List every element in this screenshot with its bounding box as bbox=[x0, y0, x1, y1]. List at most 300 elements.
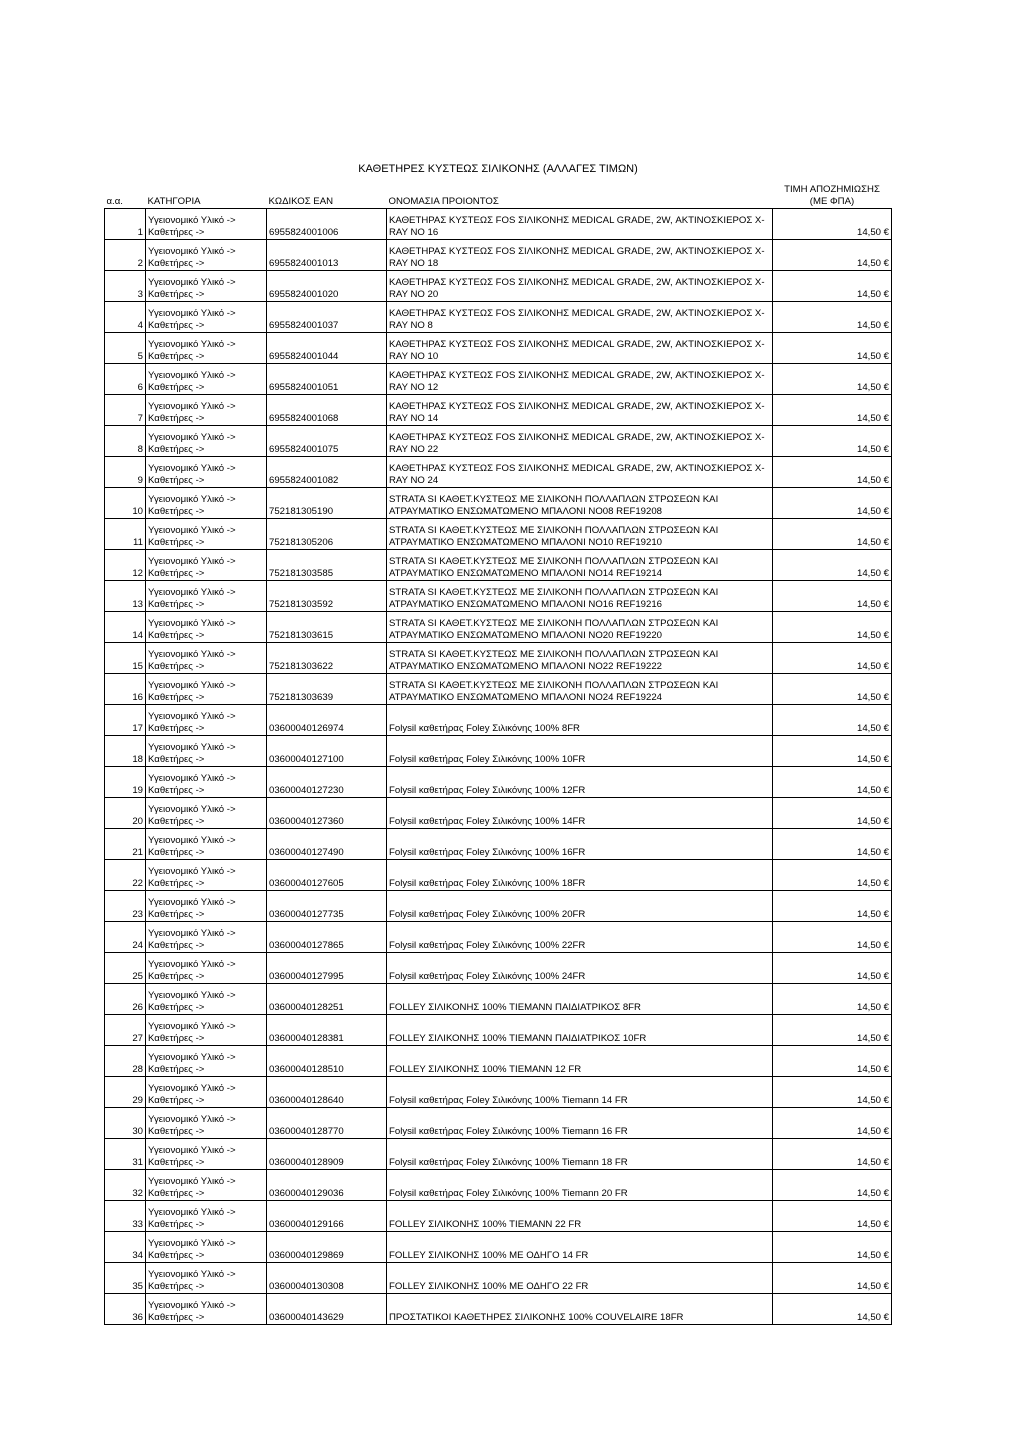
row-category-line2: Καθετήρες -> bbox=[148, 382, 205, 393]
row-ean: 03600040127230 bbox=[267, 767, 387, 798]
row-product-name bbox=[387, 333, 773, 364]
row-number: 1 bbox=[105, 209, 146, 240]
row-ean: 752181305206 bbox=[267, 519, 387, 550]
table-row bbox=[105, 395, 892, 426]
row-category-line2: Καθετήρες -> bbox=[148, 320, 205, 331]
row-product-name-line1: STRATA SI ΚΑΘΕΤ.ΚΥΣΤΕΩΣ ΜΕ ΣΙΛΙΚΟΝΗ ΠΟΛΛΑΠΛΩΝ ΣΤΡΩΣΕΩΝ ΚΑΙ bbox=[389, 556, 719, 567]
row-product-name bbox=[387, 271, 773, 302]
row-number: 2 bbox=[105, 240, 146, 271]
row-ean: 6955824001075 bbox=[267, 426, 387, 457]
row-category-line2: Καθετήρες -> bbox=[148, 1281, 205, 1292]
row-number: 31 bbox=[105, 1139, 146, 1170]
row-category-line2: Καθετήρες -> bbox=[148, 1126, 205, 1137]
row-category-line1: Υγειονομικό Υλικό -> bbox=[148, 866, 236, 877]
row-category-line1: Υγειονομικό Υλικό -> bbox=[148, 308, 236, 319]
row-product-name-line2: FOLLEY ΣΙΛΙΚΟΝΗΣ 100% ΜΕ ΟΔΗΓΟ 14 FR bbox=[389, 1250, 589, 1261]
row-price: 14,50 € bbox=[773, 581, 892, 612]
table-body bbox=[105, 209, 892, 1325]
row-category-line1: Υγειονομικό Υλικό -> bbox=[148, 339, 236, 350]
row-category-line2: Καθετήρες -> bbox=[148, 878, 205, 889]
table-row bbox=[105, 1294, 892, 1325]
row-number: 24 bbox=[105, 922, 146, 953]
row-category-line1: Υγειονομικό Υλικό -> bbox=[148, 711, 236, 722]
row-category-line2: Καθετήρες -> bbox=[148, 444, 205, 455]
table-row bbox=[105, 581, 892, 612]
row-price: 14,50 € bbox=[773, 705, 892, 736]
table-row bbox=[105, 1201, 892, 1232]
row-product-name-line2: Folysil καθετήρας Foley Σιλικόνης 100% 12FR bbox=[389, 785, 586, 796]
table-row bbox=[105, 271, 892, 302]
row-product-name bbox=[387, 643, 773, 674]
row-category-line2: Καθετήρες -> bbox=[148, 940, 205, 951]
row-product-name bbox=[387, 1232, 773, 1263]
row-price: 14,50 € bbox=[773, 457, 892, 488]
row-number: 23 bbox=[105, 891, 146, 922]
row-product-name-line1: ΚΑΘΕΤΗΡΑΣ ΚΥΣΤΕΩΣ FOS ΣΙΛΙΚΟΝΗΣ MEDICAL GRADE, 2W, ΑΚΤΙΝΟΣΚΙΕΡΟΣ X- bbox=[389, 401, 765, 412]
table-row bbox=[105, 1170, 892, 1201]
row-product-name-line2: ΑΤΡΑΥΜΑΤΙΚΟ ΕΝΣΩΜΑΤΩΜΕΝΟ ΜΠΑΛΟΝΙ ΝΟ24 REF19224 bbox=[389, 692, 663, 703]
row-ean: 752181303622 bbox=[267, 643, 387, 674]
row-price: 14,50 € bbox=[773, 209, 892, 240]
row-product-name bbox=[387, 922, 773, 953]
row-category-line1: Υγειονομικό Υλικό -> bbox=[148, 1300, 236, 1311]
row-category bbox=[146, 1046, 267, 1077]
row-category bbox=[146, 1201, 267, 1232]
row-category-line2: Καθετήρες -> bbox=[148, 227, 205, 238]
row-category bbox=[146, 364, 267, 395]
row-ean: 752181305190 bbox=[267, 488, 387, 519]
row-ean: 03600040129869 bbox=[267, 1232, 387, 1263]
table-row bbox=[105, 1046, 892, 1077]
row-category bbox=[146, 426, 267, 457]
row-category-line1: Υγειονομικό Υλικό -> bbox=[148, 1021, 236, 1032]
row-number: 29 bbox=[105, 1077, 146, 1108]
table-row bbox=[105, 736, 892, 767]
row-category-line1: Υγειονομικό Υλικό -> bbox=[148, 649, 236, 660]
row-category bbox=[146, 736, 267, 767]
row-category bbox=[146, 209, 267, 240]
row-category-line1: Υγειονομικό Υλικό -> bbox=[148, 1052, 236, 1063]
row-number: 12 bbox=[105, 550, 146, 581]
row-category-line2: Καθετήρες -> bbox=[148, 1157, 205, 1168]
row-product-name-line2: RAY NO 10 bbox=[389, 351, 439, 362]
row-price: 14,50 € bbox=[773, 426, 892, 457]
row-category-line2: Καθετήρες -> bbox=[148, 1002, 205, 1013]
row-product-name-line1: ΚΑΘΕΤΗΡΑΣ ΚΥΣΤΕΩΣ FOS ΣΙΛΙΚΟΝΗΣ MEDICAL GRADE, 2W, ΑΚΤΙΝΟΣΚΙΕΡΟΣ X- bbox=[389, 277, 765, 288]
header-price-line1: ΤΙΜΗ ΑΠΟΖΗΜΙΩΣΗΣ bbox=[784, 184, 880, 195]
row-category bbox=[146, 984, 267, 1015]
row-price: 14,50 € bbox=[773, 1077, 892, 1108]
row-number: 14 bbox=[105, 612, 146, 643]
table-row bbox=[105, 364, 892, 395]
row-number: 28 bbox=[105, 1046, 146, 1077]
row-category-line2: Καθετήρες -> bbox=[148, 971, 205, 982]
table-row bbox=[105, 922, 892, 953]
row-category-line2: Καθετήρες -> bbox=[148, 723, 205, 734]
row-product-name-line1: ΚΑΘΕΤΗΡΑΣ ΚΥΣΤΕΩΣ FOS ΣΙΛΙΚΟΝΗΣ MEDICAL GRADE, 2W, ΑΚΤΙΝΟΣΚΙΕΡΟΣ X- bbox=[389, 432, 765, 443]
row-product-name-line2: ΑΤΡΑΥΜΑΤΙΚΟ ΕΝΣΩΜΑΤΩΜΕΝΟ ΜΠΑΛΟΝΙ ΝΟ16 REF19216 bbox=[389, 599, 663, 610]
row-category-line2: Καθετήρες -> bbox=[148, 599, 205, 610]
row-product-name-line2: ΑΤΡΑΥΜΑΤΙΚΟ ΕΝΣΩΜΑΤΩΜΕΝΟ ΜΠΑΛΟΝΙ ΝΟ20 REF19220 bbox=[389, 630, 663, 641]
row-product-name bbox=[387, 209, 773, 240]
row-product-name bbox=[387, 1294, 773, 1325]
row-category-line2: Καθετήρες -> bbox=[148, 537, 205, 548]
row-price: 14,50 € bbox=[773, 829, 892, 860]
row-number: 19 bbox=[105, 767, 146, 798]
table-row bbox=[105, 1077, 892, 1108]
row-product-name-line2: RAY NO 14 bbox=[389, 413, 439, 424]
row-category bbox=[146, 891, 267, 922]
row-price: 14,50 € bbox=[773, 767, 892, 798]
row-ean: 03600040127995 bbox=[267, 953, 387, 984]
row-ean: 6955824001013 bbox=[267, 240, 387, 271]
row-number: 35 bbox=[105, 1263, 146, 1294]
row-category-line1: Υγειονομικό Υλικό -> bbox=[148, 432, 236, 443]
row-price: 14,50 € bbox=[773, 1263, 892, 1294]
row-product-name-line2: Folysil καθετήρας Foley Σιλικόνης 100% Tiemann 20 FR bbox=[389, 1188, 628, 1199]
row-product-name bbox=[387, 550, 773, 581]
row-product-name bbox=[387, 736, 773, 767]
header-row bbox=[105, 177, 892, 209]
row-category-line1: Υγειονομικό Υλικό -> bbox=[148, 587, 236, 598]
row-ean: 6955824001006 bbox=[267, 209, 387, 240]
row-product-name-line2: Folysil καθετήρας Foley Σιλικόνης 100% 20FR bbox=[389, 909, 586, 920]
row-number: 34 bbox=[105, 1232, 146, 1263]
row-product-name-line2: ΑΤΡΑΥΜΑΤΙΚΟ ΕΝΣΩΜΑΤΩΜΕΝΟ ΜΠΑΛΟΝΙ ΝΟ10 REF19210 bbox=[389, 537, 663, 548]
table-row bbox=[105, 550, 892, 581]
row-category bbox=[146, 674, 267, 705]
row-category-line2: Καθετήρες -> bbox=[148, 692, 205, 703]
row-category-line1: Υγειονομικό Υλικό -> bbox=[148, 1176, 236, 1187]
row-category bbox=[146, 1108, 267, 1139]
table-row bbox=[105, 1232, 892, 1263]
row-product-name bbox=[387, 1046, 773, 1077]
row-price: 14,50 € bbox=[773, 1015, 892, 1046]
row-ean: 03600040127865 bbox=[267, 922, 387, 953]
row-product-name bbox=[387, 581, 773, 612]
row-category-line2: Καθετήρες -> bbox=[148, 506, 205, 517]
row-price: 14,50 € bbox=[773, 519, 892, 550]
row-ean: 03600040128381 bbox=[267, 1015, 387, 1046]
row-category bbox=[146, 953, 267, 984]
table-row bbox=[105, 209, 892, 240]
row-ean: 03600040129036 bbox=[267, 1170, 387, 1201]
row-category-line1: Υγειονομικό Υλικό -> bbox=[148, 680, 236, 691]
row-number: 26 bbox=[105, 984, 146, 1015]
row-price: 14,50 € bbox=[773, 550, 892, 581]
row-number: 4 bbox=[105, 302, 146, 333]
row-category-line1: Υγειονομικό Υλικό -> bbox=[148, 1238, 236, 1249]
row-ean: 03600040127605 bbox=[267, 860, 387, 891]
row-product-name-line2: FOLLEY ΣΙΛΙΚΟΝΗΣ 100% TIEMANN 22 FR bbox=[389, 1219, 582, 1230]
row-price: 14,50 € bbox=[773, 643, 892, 674]
row-number: 17 bbox=[105, 705, 146, 736]
row-product-name bbox=[387, 426, 773, 457]
row-product-name-line2: RAY NO 18 bbox=[389, 258, 439, 269]
row-product-name-line2: Folysil καθετήρας Foley Σιλικόνης 100% 18FR bbox=[389, 878, 586, 889]
row-category bbox=[146, 1294, 267, 1325]
row-category-line1: Υγειονομικό Υλικό -> bbox=[148, 1269, 236, 1280]
header-ean: ΚΩΔΙΚΟΣ EAN bbox=[267, 177, 387, 209]
row-category bbox=[146, 395, 267, 426]
row-category-line2: Καθετήρες -> bbox=[148, 1219, 205, 1230]
row-number: 13 bbox=[105, 581, 146, 612]
table-row bbox=[105, 240, 892, 271]
row-price: 14,50 € bbox=[773, 333, 892, 364]
row-category-line1: Υγειονομικό Υλικό -> bbox=[148, 835, 236, 846]
row-number: 36 bbox=[105, 1294, 146, 1325]
row-ean: 752181303639 bbox=[267, 674, 387, 705]
row-product-name bbox=[387, 984, 773, 1015]
row-price: 14,50 € bbox=[773, 922, 892, 953]
row-number: 22 bbox=[105, 860, 146, 891]
row-product-name-line1: ΚΑΘΕΤΗΡΑΣ ΚΥΣΤΕΩΣ FOS ΣΙΛΙΚΟΝΗΣ MEDICAL GRADE, 2W, ΑΚΤΙΝΟΣΚΙΕΡΟΣ X- bbox=[389, 308, 765, 319]
row-number: 20 bbox=[105, 798, 146, 829]
row-ean: 03600040126974 bbox=[267, 705, 387, 736]
row-product-name-line2: RAY NO 8 bbox=[389, 320, 433, 331]
row-category-line1: Υγειονομικό Υλικό -> bbox=[148, 990, 236, 1001]
row-ean: 6955824001020 bbox=[267, 271, 387, 302]
row-product-name bbox=[387, 519, 773, 550]
row-number: 8 bbox=[105, 426, 146, 457]
row-price: 14,50 € bbox=[773, 953, 892, 984]
row-product-name bbox=[387, 798, 773, 829]
row-product-name bbox=[387, 1170, 773, 1201]
row-category-line1: Υγειονομικό Υλικό -> bbox=[148, 742, 236, 753]
row-product-name bbox=[387, 767, 773, 798]
row-ean: 03600040128510 bbox=[267, 1046, 387, 1077]
row-category bbox=[146, 1170, 267, 1201]
row-category-line2: Καθετήρες -> bbox=[148, 475, 205, 486]
row-product-name-line2: FOLLEY ΣΙΛΙΚΟΝΗΣ 100% TIEMANN 12 FR bbox=[389, 1064, 582, 1075]
table-row bbox=[105, 984, 892, 1015]
row-category bbox=[146, 457, 267, 488]
row-category-line2: Καθετήρες -> bbox=[148, 1312, 205, 1323]
row-ean: 03600040127360 bbox=[267, 798, 387, 829]
row-price: 14,50 € bbox=[773, 1294, 892, 1325]
row-ean: 6955824001037 bbox=[267, 302, 387, 333]
row-price: 14,50 € bbox=[773, 1108, 892, 1139]
row-category-line2: Καθετήρες -> bbox=[148, 754, 205, 765]
row-price: 14,50 € bbox=[773, 798, 892, 829]
row-number: 5 bbox=[105, 333, 146, 364]
row-price: 14,50 € bbox=[773, 674, 892, 705]
table-row bbox=[105, 333, 892, 364]
row-product-name-line2: FOLLEY ΣΙΛΙΚΟΝΗΣ 100% TIEMANN ΠΑΙΔΙΑΤΡΙΚΟΣ 10FR bbox=[389, 1033, 647, 1044]
header-price-line2: (ΜΕ ΦΠΑ) bbox=[809, 196, 855, 207]
row-product-name-line1: STRATA SI ΚΑΘΕΤ.ΚΥΣΤΕΩΣ ΜΕ ΣΙΛΙΚΟΝΗ ΠΟΛΛΑΠΛΩΝ ΣΤΡΩΣΕΩΝ ΚΑΙ bbox=[389, 525, 719, 536]
row-product-name-line2: Folysil καθετήρας Foley Σιλικόνης 100% 14FR bbox=[389, 816, 586, 827]
row-product-name bbox=[387, 705, 773, 736]
row-category bbox=[146, 271, 267, 302]
row-product-name bbox=[387, 488, 773, 519]
row-category bbox=[146, 333, 267, 364]
row-category bbox=[146, 550, 267, 581]
row-category bbox=[146, 705, 267, 736]
row-category bbox=[146, 519, 267, 550]
row-category-line1: Υγειονομικό Υλικό -> bbox=[148, 959, 236, 970]
sheet-title: ΚΑΘΕΤΗΡΕΣ ΚΥΣΤΕΩΣ ΣΙΛΙΚΟΝΗΣ (ΑΛΛΑΓΕΣ ΤΙΜΩΝ) bbox=[358, 163, 638, 175]
row-ean: 752181303592 bbox=[267, 581, 387, 612]
header-num: α.α. bbox=[105, 177, 146, 209]
row-ean: 03600040127100 bbox=[267, 736, 387, 767]
row-product-name-line2: ΑΤΡΑΥΜΑΤΙΚΟ ΕΝΣΩΜΑΤΩΜΕΝΟ ΜΠΑΛΟΝΙ ΝΟ08 REF19208 bbox=[389, 506, 663, 517]
row-product-name-line2: Folysil καθετήρας Foley Σιλικόνης 100% 8FR bbox=[389, 723, 580, 734]
row-category bbox=[146, 1263, 267, 1294]
row-price: 14,50 € bbox=[773, 1170, 892, 1201]
table-row bbox=[105, 426, 892, 457]
row-price: 14,50 € bbox=[773, 891, 892, 922]
row-category bbox=[146, 302, 267, 333]
row-product-name-line1: ΚΑΘΕΤΗΡΑΣ ΚΥΣΤΕΩΣ FOS ΣΙΛΙΚΟΝΗΣ MEDICAL GRADE, 2W, ΑΚΤΙΝΟΣΚΙΕΡΟΣ X- bbox=[389, 215, 765, 226]
row-price: 14,50 € bbox=[773, 488, 892, 519]
table-row bbox=[105, 953, 892, 984]
table-row bbox=[105, 488, 892, 519]
row-number: 10 bbox=[105, 488, 146, 519]
row-product-name-line2: ΑΤΡΑΥΜΑΤΙΚΟ ΕΝΣΩΜΑΤΩΜΕΝΟ ΜΠΑΛΟΝΙ ΝΟ14 REF19214 bbox=[389, 568, 663, 579]
row-number: 33 bbox=[105, 1201, 146, 1232]
row-ean: 03600040130308 bbox=[267, 1263, 387, 1294]
row-category bbox=[146, 581, 267, 612]
row-category bbox=[146, 643, 267, 674]
row-number: 18 bbox=[105, 736, 146, 767]
row-price: 14,50 € bbox=[773, 240, 892, 271]
row-category bbox=[146, 488, 267, 519]
row-product-name-line2: RAY NO 12 bbox=[389, 382, 439, 393]
table-row bbox=[105, 457, 892, 488]
row-category-line2: Καθετήρες -> bbox=[148, 785, 205, 796]
table-row bbox=[105, 860, 892, 891]
row-category-line2: Καθετήρες -> bbox=[148, 1095, 205, 1106]
table-row bbox=[105, 612, 892, 643]
row-product-name bbox=[387, 1077, 773, 1108]
row-category-line2: Καθετήρες -> bbox=[148, 1064, 205, 1075]
row-category-line2: Καθετήρες -> bbox=[148, 258, 205, 269]
row-category-line2: Καθετήρες -> bbox=[148, 661, 205, 672]
row-price: 14,50 € bbox=[773, 612, 892, 643]
row-category-line2: Καθετήρες -> bbox=[148, 816, 205, 827]
table-row bbox=[105, 891, 892, 922]
row-product-name-line1: ΚΑΘΕΤΗΡΑΣ ΚΥΣΤΕΩΣ FOS ΣΙΛΙΚΟΝΗΣ MEDICAL GRADE, 2W, ΑΚΤΙΝΟΣΚΙΕΡΟΣ X- bbox=[389, 463, 765, 474]
table-row bbox=[105, 1139, 892, 1170]
row-price: 14,50 € bbox=[773, 860, 892, 891]
row-price: 14,50 € bbox=[773, 1201, 892, 1232]
row-category bbox=[146, 1232, 267, 1263]
row-ean: 6955824001044 bbox=[267, 333, 387, 364]
row-category-line1: Υγειονομικό Υλικό -> bbox=[148, 928, 236, 939]
row-ean: 03600040128909 bbox=[267, 1139, 387, 1170]
table-row bbox=[105, 1263, 892, 1294]
row-category-line2: Καθετήρες -> bbox=[148, 568, 205, 579]
row-number: 3 bbox=[105, 271, 146, 302]
row-product-name-line1: STRATA SI ΚΑΘΕΤ.ΚΥΣΤΕΩΣ ΜΕ ΣΙΛΙΚΟΝΗ ΠΟΛΛΑΠΛΩΝ ΣΤΡΩΣΕΩΝ ΚΑΙ bbox=[389, 587, 719, 598]
row-number: 11 bbox=[105, 519, 146, 550]
row-product-name-line1: STRATA SI ΚΑΘΕΤ.ΚΥΣΤΕΩΣ ΜΕ ΣΙΛΙΚΟΝΗ ΠΟΛΛΑΠΛΩΝ ΣΤΡΩΣΕΩΝ ΚΑΙ bbox=[389, 494, 719, 505]
row-price: 14,50 € bbox=[773, 1232, 892, 1263]
row-category bbox=[146, 1077, 267, 1108]
row-product-name bbox=[387, 1108, 773, 1139]
row-category-line1: Υγειονομικό Υλικό -> bbox=[148, 804, 236, 815]
row-product-name-line2: ΑΤΡΑΥΜΑΤΙΚΟ ΕΝΣΩΜΑΤΩΜΕΝΟ ΜΠΑΛΟΝΙ ΝΟ22 REF19222 bbox=[389, 661, 663, 672]
table-row bbox=[105, 767, 892, 798]
row-category-line1: Υγειονομικό Υλικό -> bbox=[148, 1083, 236, 1094]
table-row bbox=[105, 798, 892, 829]
row-category-line1: Υγειονομικό Υλικό -> bbox=[148, 618, 236, 629]
row-number: 25 bbox=[105, 953, 146, 984]
row-product-name-line2: Folysil καθετήρας Foley Σιλικόνης 100% Tiemann 16 FR bbox=[389, 1126, 628, 1137]
row-category bbox=[146, 829, 267, 860]
row-category-line2: Καθετήρες -> bbox=[148, 1033, 205, 1044]
row-category-line2: Καθετήρες -> bbox=[148, 351, 205, 362]
row-product-name bbox=[387, 395, 773, 426]
row-ean: 752181303615 bbox=[267, 612, 387, 643]
row-category-line2: Καθετήρες -> bbox=[148, 630, 205, 641]
row-product-name-line2: RAY NO 20 bbox=[389, 289, 439, 300]
row-category-line1: Υγειονομικό Υλικό -> bbox=[148, 277, 236, 288]
row-product-name bbox=[387, 953, 773, 984]
row-category bbox=[146, 860, 267, 891]
row-product-name bbox=[387, 860, 773, 891]
row-product-name-line2: Folysil καθετήρας Foley Σιλικόνης 100% 22FR bbox=[389, 940, 586, 951]
row-product-name-line2: FOLLEY ΣΙΛΙΚΟΝΗΣ 100% ΜΕ ΟΔΗΓΟ 22 FR bbox=[389, 1281, 589, 1292]
row-ean: 03600040129166 bbox=[267, 1201, 387, 1232]
row-product-name bbox=[387, 302, 773, 333]
table-row bbox=[105, 829, 892, 860]
row-category-line1: Υγειονομικό Υλικό -> bbox=[148, 494, 236, 505]
row-category-line2: Καθετήρες -> bbox=[148, 1188, 205, 1199]
row-category-line2: Καθετήρες -> bbox=[148, 413, 205, 424]
row-price: 14,50 € bbox=[773, 395, 892, 426]
row-category-line2: Καθετήρες -> bbox=[148, 289, 205, 300]
row-product-name-line1: STRATA SI ΚΑΘΕΤ.ΚΥΣΤΕΩΣ ΜΕ ΣΙΛΙΚΟΝΗ ΠΟΛΛΑΠΛΩΝ ΣΤΡΩΣΕΩΝ ΚΑΙ bbox=[389, 649, 719, 660]
row-category-line1: Υγειονομικό Υλικό -> bbox=[148, 246, 236, 257]
row-product-name-line2: FOLLEY ΣΙΛΙΚΟΝΗΣ 100% TIEMANN ΠΑΙΔΙΑΤΡΙΚΟΣ 8FR bbox=[389, 1002, 641, 1013]
row-ean: 03600040143629 bbox=[267, 1294, 387, 1325]
row-product-name-line2: Folysil καθετήρας Foley Σιλικόνης 100% 10FR bbox=[389, 754, 586, 765]
row-number: 7 bbox=[105, 395, 146, 426]
table-row bbox=[105, 302, 892, 333]
row-ean: 03600040128640 bbox=[267, 1077, 387, 1108]
row-product-name bbox=[387, 1015, 773, 1046]
table-row bbox=[105, 705, 892, 736]
row-product-name-line2: RAY NO 16 bbox=[389, 227, 439, 238]
header-name: ΟΝΟΜΑΣΙΑ ΠΡΟΙΟΝΤΟΣ bbox=[387, 177, 773, 209]
header-category: ΚΑΤΗΓΟΡΙΑ bbox=[146, 177, 267, 209]
row-ean: 6955824001082 bbox=[267, 457, 387, 488]
table-header bbox=[105, 177, 892, 209]
row-category-line1: Υγειονομικό Υλικό -> bbox=[148, 556, 236, 567]
row-category-line1: Υγειονομικό Υλικό -> bbox=[148, 401, 236, 412]
row-price: 14,50 € bbox=[773, 736, 892, 767]
row-category-line1: Υγειονομικό Υλικό -> bbox=[148, 1114, 236, 1125]
table-row bbox=[105, 643, 892, 674]
row-price: 14,50 € bbox=[773, 984, 892, 1015]
row-category-line1: Υγειονομικό Υλικό -> bbox=[148, 215, 236, 226]
row-product-name bbox=[387, 457, 773, 488]
row-number: 30 bbox=[105, 1108, 146, 1139]
row-number: 32 bbox=[105, 1170, 146, 1201]
row-ean: 752181303585 bbox=[267, 550, 387, 581]
row-product-name-line1: ΚΑΘΕΤΗΡΑΣ ΚΥΣΤΕΩΣ FOS ΣΙΛΙΚΟΝΗΣ MEDICAL GRADE, 2W, ΑΚΤΙΝΟΣΚΙΕΡΟΣ X- bbox=[389, 339, 765, 350]
row-product-name-line1: STRATA SI ΚΑΘΕΤ.ΚΥΣΤΕΩΣ ΜΕ ΣΙΛΙΚΟΝΗ ΠΟΛΛΑΠΛΩΝ ΣΤΡΩΣΕΩΝ ΚΑΙ bbox=[389, 618, 719, 629]
table-row bbox=[105, 674, 892, 705]
row-product-name-line2: Folysil καθετήρας Foley Σιλικόνης 100% Tiemann 14 FR bbox=[389, 1095, 628, 1106]
row-product-name bbox=[387, 240, 773, 271]
row-product-name-line2: Folysil καθετήρας Foley Σιλικόνης 100% 16FR bbox=[389, 847, 586, 858]
row-category bbox=[146, 240, 267, 271]
row-price: 14,50 € bbox=[773, 1139, 892, 1170]
row-product-name-line2: Folysil καθετήρας Foley Σιλικόνης 100% 24FR bbox=[389, 971, 586, 982]
